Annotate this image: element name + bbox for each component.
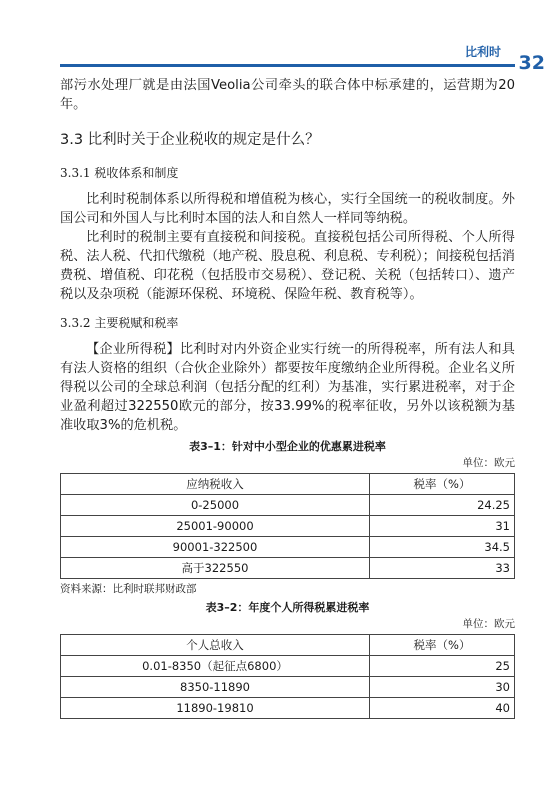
table-cell: 24.25 xyxy=(370,495,515,516)
table-cell: 25 xyxy=(370,656,515,677)
table-cell: 8350-11890 xyxy=(61,677,370,698)
table-cell: 33 xyxy=(370,558,515,579)
running-header-title: 比利时 xyxy=(464,45,501,59)
table1-unit: 单位：欧元 xyxy=(462,457,515,469)
paragraph-tax-system-1: 比利时税制体系以所得税和增值税为核心，实行全国统一的税收制度。外国公司和外国人与比利时本国的法人和自然人一样同等纳税。 xyxy=(60,192,515,226)
paragraph-corporate-tax: 【企业所得税】比利时对内外资企业实行统一的所得税率，所有法人和具有法人资格的组织（合伙企业除外）都要按年度缴纳企业所得税。企业名义所得税以公司的全球总利润（包括分配的红利）为基准，实行累进税率，对于企业盈利超过322550欧元的部分，按33.99%的税率征收，另外以该税额为基准收取3%的危机税。 xyxy=(60,342,515,433)
table1-source: 资料来源：比利时联邦财政部 xyxy=(60,583,197,595)
table-cell: 31 xyxy=(370,516,515,537)
table-header-cell: 应纳税收入 xyxy=(61,474,370,495)
sme-tax-rate-table xyxy=(60,473,515,579)
table-row xyxy=(61,677,515,698)
subsection-heading-main-taxes: 3.3.2 主要税赋和税率 xyxy=(60,316,179,330)
table-row xyxy=(61,537,515,558)
table-row xyxy=(61,495,515,516)
table-cell: 0.01-8350（起征点6800） xyxy=(61,656,370,677)
paragraph-tax-system-2: 比利时的税制主要有直接税和间接税。直接税包括公司所得税、个人所得税、法人税、代扣代缴税（地产税、股息税、利息税、专利税）；间接税包括消费税、增值税、印花税（包括股市交易税）、登记税、关税（包括转口）、遗产税以及杂项税（能源环保税、环境税、保险年税、教育税等）。 xyxy=(60,230,515,302)
table-cell: 高于322550 xyxy=(61,558,370,579)
table-cell: 11890-19810 xyxy=(61,698,370,719)
table1-title: 表3–1：针对中小型企业的优惠累进税率 xyxy=(189,440,386,453)
table-header-cell: 个人总收入 xyxy=(61,635,370,656)
table-cell: 34.5 xyxy=(370,537,515,558)
table-header-cell: 税率（%） xyxy=(370,635,515,656)
table-cell: 0-25000 xyxy=(61,495,370,516)
header-rule xyxy=(60,64,515,67)
table-row xyxy=(61,656,515,677)
table-cell: 30 xyxy=(370,677,515,698)
table-header-cell: 税率（%） xyxy=(370,474,515,495)
table-cell: 90001-322500 xyxy=(61,537,370,558)
personal-income-tax-table xyxy=(60,634,515,719)
table-cell: 25001-90000 xyxy=(61,516,370,537)
table-row xyxy=(61,698,515,719)
table-row xyxy=(61,516,515,537)
table-cell: 40 xyxy=(370,698,515,719)
table-header-row xyxy=(61,635,515,656)
table-header-row xyxy=(61,474,515,495)
subsection-heading-tax-system: 3.3.1 税收体系和制度 xyxy=(60,166,179,180)
intro-paragraph: 部污水处理厂就是由法国Veolia公司牵头的联合体中标承建的，运营期为20年。 xyxy=(60,78,515,112)
page-content xyxy=(60,76,515,719)
table2-title: 表3–2：年度个人所得税累进税率 xyxy=(205,601,370,614)
table-row xyxy=(61,558,515,579)
table2-unit: 单位：欧元 xyxy=(462,618,515,630)
page-number: 32 xyxy=(518,52,545,74)
section-heading: 3.3 比利时关于企业税收的规定是什么？ xyxy=(60,132,320,148)
